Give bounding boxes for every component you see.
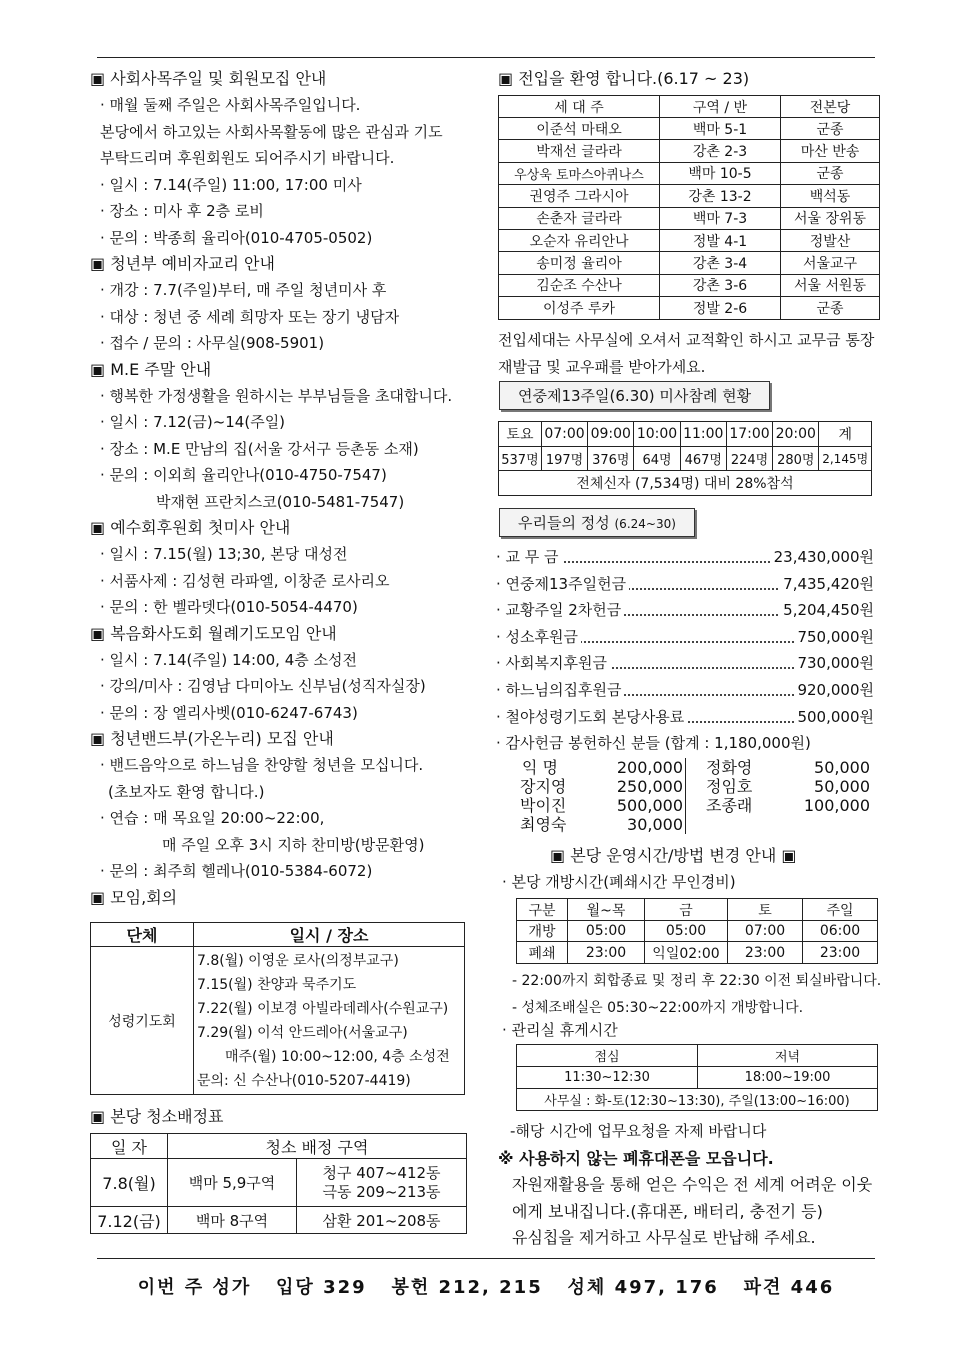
table-cell: 청구 407~412동: [322, 1163, 441, 1182]
table-cell: 537명: [499, 447, 542, 471]
table-cell: 백마 10-5: [660, 162, 781, 184]
office-hours-table: [516, 1044, 878, 1111]
table-cell: 7.22(월) 이보경 아빌라데레사(수원교구): [197, 1000, 449, 1017]
table-cell: 개방: [517, 921, 568, 942]
top-rule: [97, 57, 875, 58]
table-header: 구역 / 반: [660, 96, 781, 118]
table-cell: 백마 8구역: [168, 1207, 297, 1234]
table-cell: 정발 4-1: [660, 229, 781, 251]
table-header: 전본당: [781, 96, 880, 118]
offering-amount: 5,204,450원: [780, 597, 874, 624]
welcome-table: [498, 95, 880, 320]
table-cell: 7.12(금): [91, 1207, 168, 1234]
text-line: · 접수 / 문의 : 사무실(908-5901): [100, 334, 325, 352]
donors-right: [706, 758, 870, 815]
text-line: · 일시 : 7.15(월) 13;30, 본당 대성전: [100, 545, 348, 563]
list-item: [496, 544, 874, 571]
text-line: · 문의 : 최주희 헬레나(010-5384-6072): [100, 862, 373, 880]
table-cell: 강촌 3-6: [660, 274, 781, 296]
table-header: 10:00: [634, 422, 680, 447]
table-cell: 극동 209~213동: [322, 1182, 441, 1201]
text-line: · 개강 : 7.7(주일)부터, 매 주일 청년미사 후: [100, 281, 387, 299]
table-cell: 이준석 마태오: [499, 118, 660, 140]
table-cell: 군종: [781, 297, 880, 319]
table-cell: 폐쇄: [517, 942, 568, 964]
table-cell: 467명: [680, 447, 726, 471]
offering-amount: 23,430,000원: [771, 544, 874, 571]
text-line: · 장소 : M.E 만남의 집(서울 강서구 등촌동 소재): [100, 439, 419, 458]
offering-period: (6.24~30): [614, 517, 676, 531]
section-heading: ▣ 청년밴드부(가온누리) 모집 안내: [90, 729, 334, 748]
social-ministry-section: [90, 66, 475, 251]
section-heading: ▣ 사회사목주일 및 회원모집 안내: [90, 69, 327, 88]
me-weekend-section: [90, 357, 475, 516]
text-line: 부탁드리며 후원회원도 되어주시기 바랍니다.: [100, 149, 395, 167]
donor-name: 정화영: [706, 758, 753, 777]
table-cell: 권영주 그라시아: [499, 185, 660, 207]
offering-list: [496, 544, 874, 757]
text-line: 에게 보내집니다.(휴대폰, 배터리, 충전기 등): [512, 1201, 823, 1221]
table-cell: 7.15(월) 찬양과 묵주기도: [197, 976, 357, 993]
section-heading: ▣ 모임,회의: [90, 887, 178, 907]
text-line: · 문의 : 이외희 율리안나(010-4750-7547): [100, 466, 387, 484]
section-heading: ▣ 본당 청소배정표: [90, 1107, 224, 1126]
table-cell: 익일02:00: [645, 942, 728, 964]
table-cell: 삼환 201~208동: [297, 1207, 467, 1234]
table-cell: 280명: [773, 447, 819, 471]
offering-label: · 사회복지후원금: [496, 654, 610, 672]
table-header: 토요: [499, 422, 542, 447]
table-cell: 23:00: [568, 942, 645, 964]
hymns-footer: 이번 주 성가 입당 329 봉헌 212, 215 성체 497, 176 파견 446: [137, 1277, 835, 1298]
table-cell: 05:00: [645, 921, 728, 942]
table-cell: 성령기도회: [91, 947, 194, 1095]
offering-title: 우리들의 정성: [518, 514, 610, 532]
text-line: · 본당 개방시간(폐쇄시간 무인경비): [502, 873, 736, 891]
list-item: [496, 624, 874, 651]
text-line: · 문의 : 박종희 율리아(010-4705-0502): [100, 228, 373, 247]
donor-amount: 250,000: [616, 777, 683, 796]
list-item: [496, 597, 874, 624]
offering-label: · 철야성령기도회 본당사용료: [496, 708, 687, 726]
jesuit-mass-section: [90, 515, 475, 621]
table-cell: 백석동: [781, 185, 880, 207]
section-heading: ▣ 청년부 예비자교리 안내: [90, 254, 275, 273]
text-line: · 문의 : 장 엘리사벳(010-6247-6743): [100, 703, 358, 722]
donor-amount: 200,000: [616, 758, 683, 777]
text-line: - 성체조배실은 05:30~22:00까지 개방합니다.: [512, 999, 804, 1016]
table-cell: 7.8(월): [91, 1159, 168, 1207]
table-cell: 강촌 2-3: [660, 140, 781, 162]
text-line: 박재현 프란치스코(010-5481-7547): [156, 492, 405, 511]
table-header: 구분: [517, 899, 568, 921]
text-line: · 일시 : 7.14(주일) 14:00, 4층 소성전: [100, 650, 357, 669]
text-line: · 일시 : 7.14(주일) 11:00, 17:00 미사: [100, 175, 362, 194]
table-cell: 서울 장위동: [781, 207, 880, 229]
text-line: · 관리실 휴게시간: [502, 1021, 618, 1039]
text-line: · 일시 : 7.12(금)~14(주일): [100, 413, 286, 431]
table-cell: 백마 7-3: [660, 207, 781, 229]
table-cell: 백마 5-1: [660, 118, 781, 140]
table-cell: 백마 5,9구역: [168, 1159, 297, 1207]
section-heading: ▣ 예수회후원회 첫미사 안내: [90, 518, 291, 537]
table-header: 계: [819, 422, 872, 447]
attendance-title-box: 연중제13주일(6.30) 미사참례 현황: [499, 381, 770, 410]
text-line: - 22:00까지 회합종료 및 정리 후 22:30 이전 퇴실바랍니다.: [512, 973, 882, 989]
donor-name: 조종래: [706, 796, 753, 815]
offering-amount: 750,000원: [794, 624, 874, 651]
table-cell: 64명: [634, 447, 680, 471]
table-header: 토: [728, 899, 803, 921]
meetings-table: [90, 922, 465, 1095]
donor-name: 익 명: [522, 758, 558, 777]
table-cell: 사무실 : 화-토(12:30~13:30), 주일(13:00~16:00): [517, 1089, 878, 1111]
text-line: · 행복한 가정생활을 원하시는 부부님들을 초대합니다.: [100, 386, 453, 405]
table-cell: 박재선 글라라: [499, 140, 660, 162]
gospel-prayer-section: [90, 621, 475, 727]
text-line: (초보자도 환영 합니다.): [108, 782, 265, 801]
table-header: 09:00: [588, 422, 634, 447]
table-cell: 군종: [781, 118, 880, 140]
table-cell: 이성주 루카: [499, 297, 660, 319]
section-heading: ▣ 본당 운영시간/방법 변경 안내 ▣: [550, 846, 797, 865]
table-cell: 224명: [726, 447, 772, 471]
text-line: · 서품사제 : 김성현 라파엘, 이창준 로사리오: [100, 571, 390, 590]
left-column: [90, 66, 475, 911]
list-item: [496, 571, 874, 598]
offering-label: · 하느님의집후원금: [496, 681, 624, 699]
text-line: · 문의 : 한 벨라뎃다(010-5054-4470): [100, 598, 358, 616]
text-line: 자원재활용을 통해 얻은 수익은 전 세계 어려운 이웃: [512, 1175, 873, 1194]
text-line: -해당 시간에 업무요청을 자제 바랍니다: [510, 1122, 767, 1140]
table-cell: 07:00: [728, 921, 803, 942]
table-cell: 문의: 신 수산나(010-5207-4419): [197, 1072, 411, 1089]
table-header: 점심: [517, 1045, 698, 1067]
donor-amount: 50,000: [814, 777, 870, 796]
catechumen-section: [90, 251, 475, 357]
table-cell: 김순조 수산나: [499, 274, 660, 296]
table-cell: 7.8(월) 이영운 로사(의정부교구): [197, 952, 399, 969]
table-cell: 우상욱 토마스아퀴나스: [499, 162, 660, 184]
table-cell: 강촌 3-4: [660, 252, 781, 274]
phone-collection-section: [498, 1146, 872, 1252]
section-heading: ※ 사용하지 않는 폐휴대폰을 모읍니다.: [498, 1149, 774, 1168]
table-cell: 서울 서원동: [781, 274, 880, 296]
table-cell: 송미정 율리아: [499, 252, 660, 274]
text-line: · 밴드음악으로 하느님을 찬양할 청년을 모십니다.: [100, 756, 424, 774]
table-cell: 강촌 13-2: [660, 185, 781, 207]
list-item: [496, 677, 874, 704]
table-cell: 2,145명: [819, 447, 872, 471]
bottom-rule: [97, 1258, 875, 1259]
table-cell: 23:00: [728, 942, 803, 964]
text-line: 매 주일 오후 3시 지하 찬미방(방문환영): [162, 835, 425, 854]
thanks-title: · 감사헌금 봉헌하신 분들 (합계 : 1,180,000원): [496, 734, 811, 753]
donor-name: 박이진: [520, 796, 567, 815]
donors-left: [520, 758, 686, 834]
list-item: [496, 704, 874, 731]
table-header: 월~목: [568, 899, 645, 921]
table-cell: 손춘자 글라라: [499, 207, 660, 229]
offering-label: · 교황주일 2차헌금: [496, 601, 624, 619]
welcome-note: [498, 327, 874, 380]
offering-amount: 500,000원: [794, 704, 874, 731]
donor-name: 최영숙: [520, 815, 567, 834]
table-header: 07:00: [541, 422, 587, 447]
table-cell: 7.29(월) 이석 안드레아(서울교구): [197, 1024, 408, 1041]
offering-amount: 920,000원: [794, 677, 874, 704]
list-item: [496, 650, 874, 677]
table-cell: 정발 2-6: [660, 297, 781, 319]
offering-amount: 730,000원: [794, 650, 874, 677]
cleaning-table: [90, 1133, 467, 1234]
table-header: 17:00: [726, 422, 772, 447]
offering-label: · 연중제13주일헌금: [496, 575, 629, 593]
offering-title-box: [499, 508, 695, 537]
table-cell: 18:00~19:00: [698, 1067, 878, 1089]
table-header: 금: [645, 899, 728, 921]
text-line: 본당에서 하고있는 사회사목활동에 많은 관심과 기도: [100, 122, 443, 141]
table-cell: 마산 반송: [781, 140, 880, 162]
donor-name: 장지영: [520, 777, 567, 796]
table-cell: 197명: [541, 447, 587, 471]
text-line: · 강의/미사 : 김영남 다미아노 신부님(성직자실장): [100, 677, 426, 695]
table-cell: 11:30~12:30: [517, 1067, 698, 1089]
table-cell: 23:00: [803, 942, 878, 964]
table-header: 일 자: [91, 1134, 168, 1159]
table-cell: 군종: [781, 162, 880, 184]
youth-band-section: [90, 726, 475, 885]
text-line: · 대상 : 청년 중 세례 희망자 또는 장기 냉담자: [100, 307, 400, 326]
text-line: 전입세대는 사무실에 오셔서 교적확인 하시고 교무금 통장: [498, 331, 875, 349]
offering-amount: 7,435,420원: [780, 571, 874, 598]
table-cell: 정발산: [781, 229, 880, 251]
text-line: 재발급 및 교우패를 받아가세요.: [498, 357, 706, 376]
table-header: 저녁: [698, 1045, 878, 1067]
table-header: 주일: [803, 899, 878, 921]
attendance-table: [498, 421, 872, 496]
text-line: · 연습 : 매 목요일 20:00~22:00,: [100, 809, 325, 827]
table-cell: 05:00: [568, 921, 645, 942]
table-header: 청소 배정 구역: [168, 1134, 467, 1159]
table-header: 세 대 주: [499, 96, 660, 118]
donor-amount: 100,000: [803, 796, 870, 815]
text-line: · 장소 : 미사 후 2층 로비: [100, 202, 264, 220]
table-cell: 376명: [588, 447, 634, 471]
table-cell: 06:00: [803, 921, 878, 942]
donor-name: 정임호: [706, 777, 753, 796]
table-header: 단체: [91, 923, 194, 947]
table-header: 20:00: [773, 422, 819, 447]
section-heading: ▣ 복음화사도회 월례기도모임 안내: [90, 623, 337, 643]
hours-notes: [512, 968, 881, 1021]
table-header: 11:00: [680, 422, 726, 447]
text-line: 유심칩을 제거하고 사무실로 반납해 주세요.: [512, 1228, 816, 1247]
table-cell: 오순자 유리안나: [499, 229, 660, 251]
table-cell: 매주(월) 10:00~12:00, 4층 소성전: [225, 1048, 450, 1065]
offering-label: · 성소후원금: [496, 628, 581, 646]
offering-label: · 교 무 금: [496, 548, 562, 566]
donor-amount: 50,000: [814, 758, 870, 777]
table-cell: 전체신자 (7,534명) 대비 28%참석: [499, 471, 872, 496]
donor-amount: 30,000: [627, 815, 683, 834]
table-header: 일시 / 장소: [194, 923, 465, 947]
section-heading: ▣ 전입을 환영 합니다.(6.17 ~ 23): [498, 69, 750, 88]
donor-amount: 500,000: [616, 796, 683, 815]
table-cell: 서울교구: [781, 252, 880, 274]
section-heading: ▣ M.E 주말 안내: [90, 359, 212, 379]
open-hours-table: [516, 898, 878, 964]
text-line: · 매월 둘째 주일은 사회사목주일입니다.: [100, 96, 361, 114]
